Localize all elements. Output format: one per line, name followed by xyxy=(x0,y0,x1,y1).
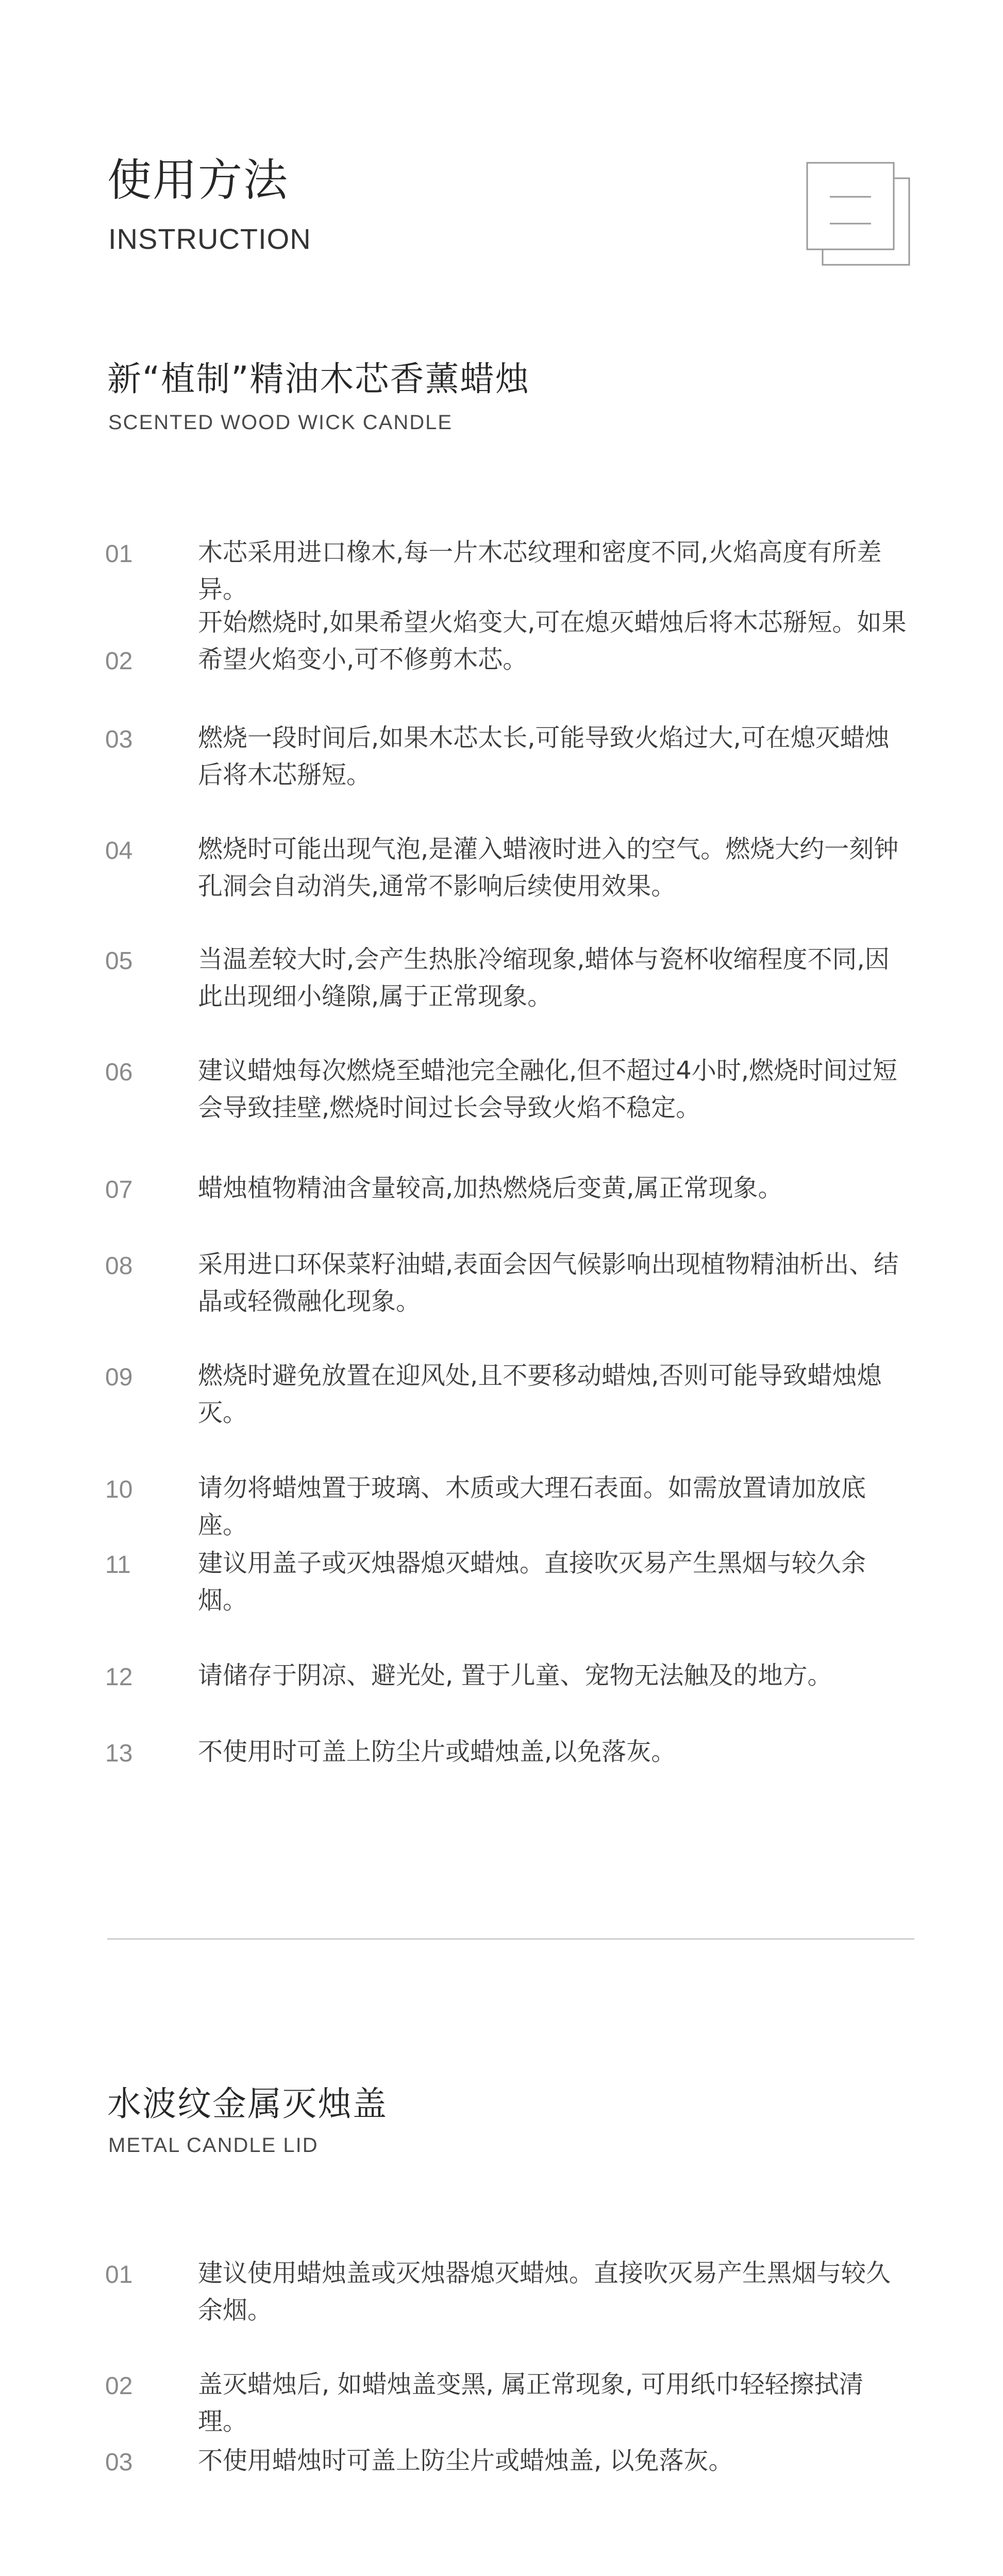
item-number: 10 xyxy=(105,1476,133,1503)
section-subtitle-lid: METAL CANDLE LID xyxy=(108,2134,319,2157)
page-subtitle: INSTRUCTION xyxy=(108,223,311,255)
item-text: 不使用时可盖上防尘片或蜡烛盖,以免落灰。 xyxy=(198,1737,676,1766)
item-text: 木芯采用进口橡木,每一片木芯纹理和密度不同,火焰高度有所差异。 xyxy=(198,538,882,604)
item-text: 建议使用蜡烛盖或灭烛器熄灭蜡烛。直接吹灭易产生黑烟与较久余烟。 xyxy=(198,2259,891,2325)
item-text: 蜡烛植物精油含量较高,加热燃烧后变黄,属正常现象。 xyxy=(198,1174,783,1202)
item-number: 02 xyxy=(105,2372,133,2400)
item-number: 11 xyxy=(105,1551,131,1579)
item-text: 不使用蜡烛时可盖上防尘片或蜡烛盖, 以免落灰。 xyxy=(198,2446,733,2475)
item-text: 建议蜡烛每次燃烧至蜡池完全融化,但不超过4小时,燃烧时间过短会导致挂壁,燃烧时间过长会导致火焰不稳定。 xyxy=(198,1056,898,1122)
item-number: 01 xyxy=(105,540,133,568)
item-number: 03 xyxy=(105,726,133,753)
item-text: 采用进口环保菜籽油蜡,表面会因气候影响出现植物精油析出、结晶或轻微融化现象。 xyxy=(198,1250,899,1316)
document-stack-icon xyxy=(804,160,912,268)
item-text: 燃烧一段时间后,如果木芯太长,可能导致火焰过大,可在熄灭蜡烛后将木芯掰短。 xyxy=(198,723,890,789)
item-text: 当温差较大时,会产生热胀冷缩现象,蜡体与瓷杯收缩程度不同,因此出现细小缝隙,属于正常现象。 xyxy=(198,945,890,1011)
item-number: 08 xyxy=(105,1252,133,1280)
item-text: 燃烧时避免放置在迎风处,且不要移动蜡烛,否则可能导致蜡烛熄灭。 xyxy=(198,1361,882,1427)
item-number: 03 xyxy=(105,2449,133,2476)
item-number: 01 xyxy=(105,2261,133,2289)
section-subtitle-candle: SCENTED WOOD WICK CANDLE xyxy=(108,411,453,434)
item-text: 开始燃烧时,如果希望火焰变大,可在熄灭蜡烛后将木芯掰短。如果希望火焰变小,可不修剪木芯。 xyxy=(198,608,907,674)
item-text: 盖灭蜡烛后, 如蜡烛盖变黑, 属正常现象, 可用纸巾轻轻擦拭清理。 xyxy=(198,2370,864,2436)
item-text: 燃烧时可能出现气泡,是灌入蜡液时进入的空气。燃烧大约一刻钟孔洞会自动消失,通常不影响后续使用效果。 xyxy=(198,835,899,901)
item-number: 12 xyxy=(105,1664,133,1691)
item-text: 请勿将蜡烛置于玻璃、木质或大理石表面。如需放置请加放底座。 xyxy=(198,1473,866,1539)
section-title-lid: 水波纹金属灭烛盖 xyxy=(107,2084,388,2124)
page-title: 使用方法 xyxy=(107,155,289,206)
item-number: 05 xyxy=(105,947,133,975)
item-number: 02 xyxy=(105,648,133,675)
item-text: 建议用盖子或灭烛器熄灭蜡烛。直接吹灭易产生黑烟与较久余烟。 xyxy=(198,1549,866,1615)
section-divider xyxy=(107,1938,914,1940)
item-number: 07 xyxy=(105,1176,133,1204)
item-text: 请储存于阴凉、避光处, 置于儿童、宠物无法触及的地方。 xyxy=(198,1661,832,1690)
item-number: 06 xyxy=(105,1059,133,1086)
item-number: 04 xyxy=(105,837,133,865)
item-number: 09 xyxy=(105,1364,133,1391)
item-number: 13 xyxy=(105,1740,133,1767)
section-title-candle: 新“植制”精油木芯香薰蜡烛 xyxy=(107,359,530,399)
